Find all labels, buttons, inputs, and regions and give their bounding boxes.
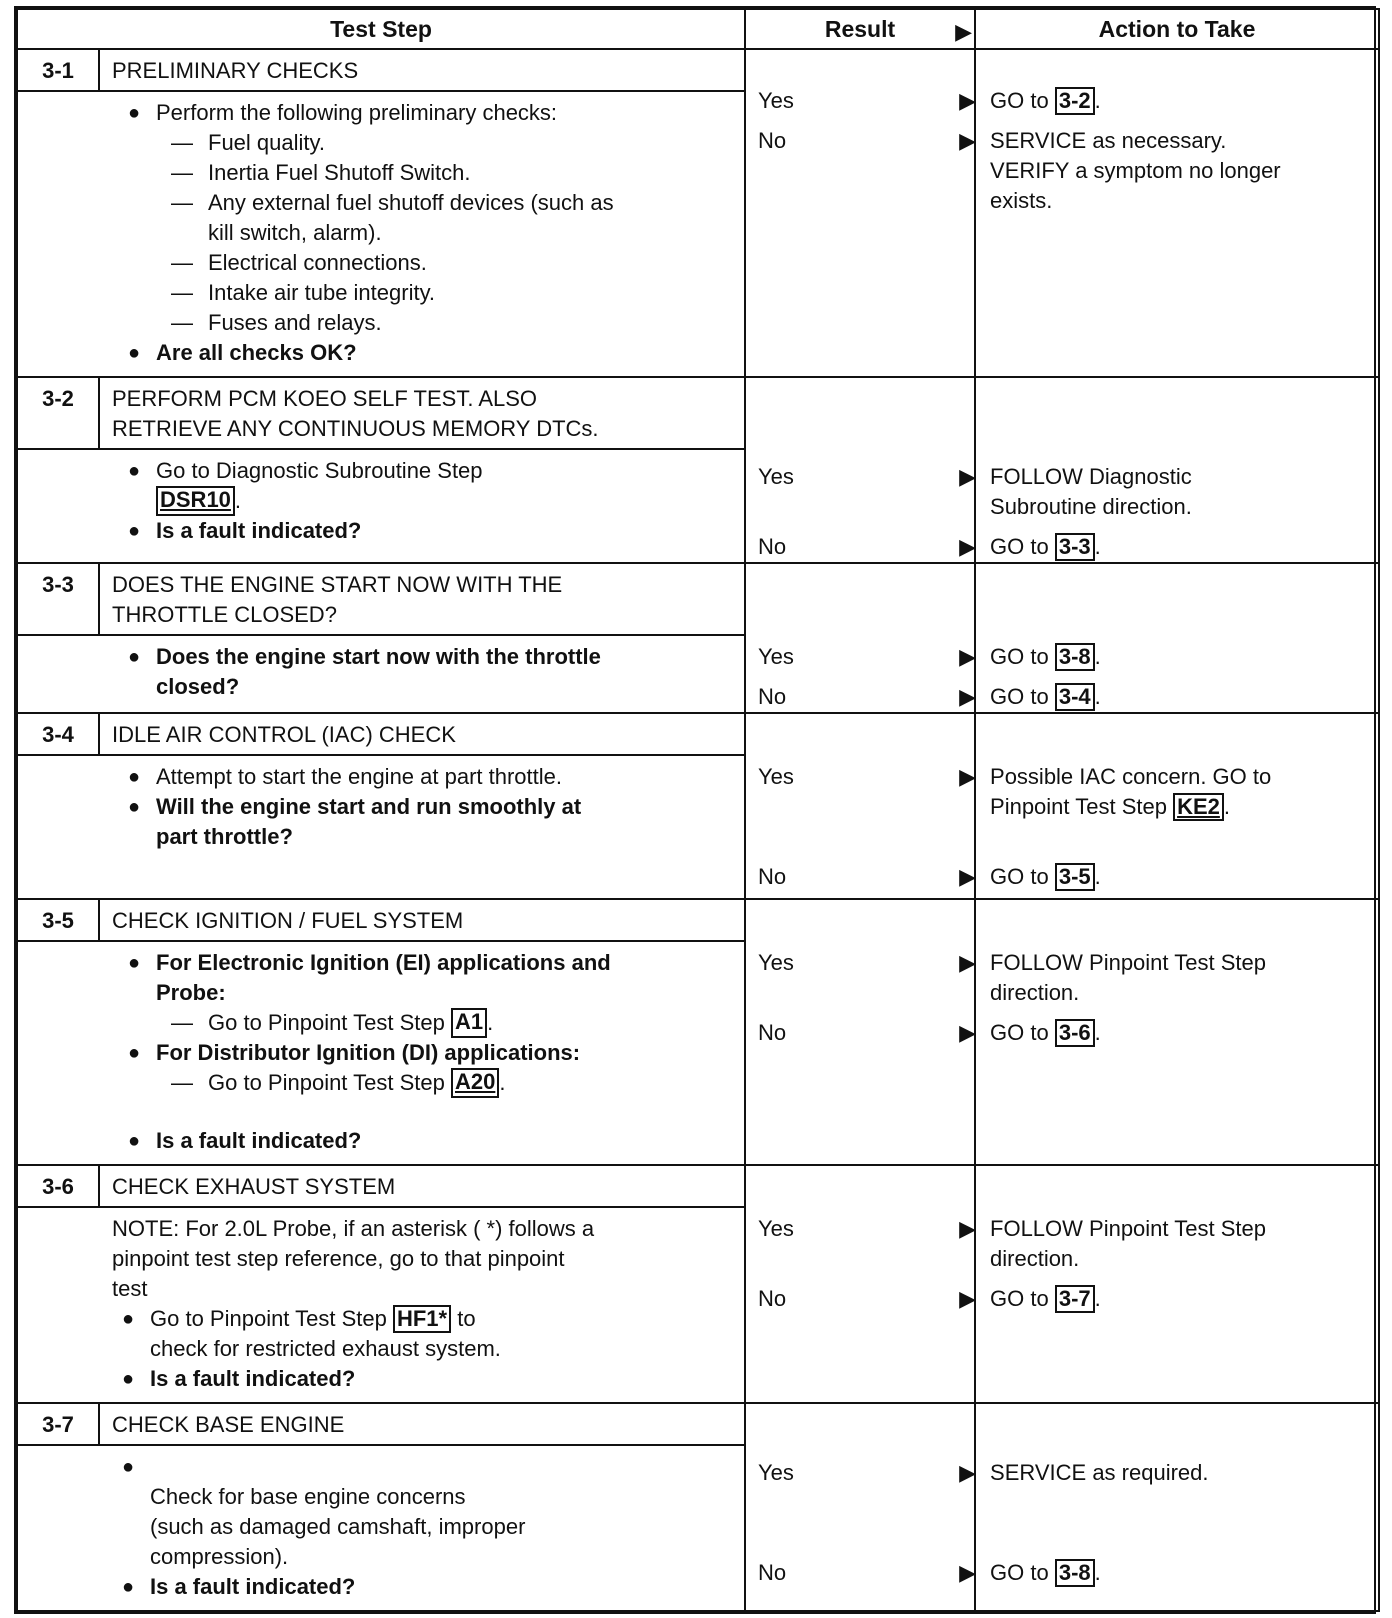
step-line: Electrical connections. [208,250,427,275]
action-yes-1: FOLLOW Pinpoint Test Step [990,1216,1266,1241]
step-ref-box[interactable]: KE2 [1173,793,1224,821]
dash-icon: — [171,1070,193,1095]
action-cell [975,1165,1379,1403]
action-no-1: SERVICE as necessary. [990,128,1227,153]
bullet-icon: ● [127,460,141,482]
arrow-icon: ▶ [959,1286,977,1311]
step-title: PRELIMINARY CHECKS [99,49,745,91]
step-ref-box[interactable]: 3-3 [1055,533,1095,561]
dash-icon: — [171,160,193,185]
step-question: Is a fault indicated? [150,1366,356,1391]
result-cell [745,1165,975,1403]
bullet-icon: ● [127,766,141,788]
bullet-icon: ● [127,952,141,974]
result-cell [745,713,975,899]
arrow-icon: ▶ [959,764,977,789]
step-question: Is a fault indicated? [150,1574,356,1599]
action-yes: GO to 3-8 . [990,644,1101,669]
step-line: Perform the following preliminary checks: [156,100,558,125]
step-number: 3-4 [17,713,99,755]
dash-icon: — [171,310,193,335]
result-cell [745,563,975,713]
step-ref-box[interactable]: HF1* [393,1305,451,1333]
action-yes-2: Subroutine direction. [990,494,1192,519]
header-action: Action to Take [975,9,1379,49]
arrow-icon: ▶ [959,1216,977,1241]
step-number: 3-6 [17,1165,99,1207]
step-title [99,563,745,635]
action-yes-1: Possible IAC concern. GO to [990,764,1272,789]
result-yes-label: Yes [758,950,794,975]
result-cell [745,1403,975,1611]
action-no-3: exists. [990,188,1053,213]
result-no-label: No [758,534,787,559]
step-title-line: PERFORM PCM KOEO SELF TEST. ALSO [112,386,538,411]
action-text: GO to [990,684,1049,709]
step-question: closed? [156,674,240,699]
step-title: CHECK BASE ENGINE [99,1403,745,1445]
action-no: GO to 3-5 . [990,864,1101,889]
bullet-icon: ● [127,342,141,364]
result-cell [745,899,975,1165]
result-yes [758,1214,977,1244]
step-ref-box[interactable]: A20 [451,1068,499,1098]
step-title-row [17,713,1379,755]
result-yes-label: Yes [758,88,794,113]
action-text: GO to [990,1286,1049,1311]
result-yes [758,762,977,792]
arrow-icon: ▶ [959,464,977,489]
step-question: Will the engine start and run smoothly at [156,794,582,819]
step-body [17,91,745,377]
step-title-row [17,1403,1379,1445]
result-yes-label: Yes [758,644,794,669]
step-title-row [17,377,1379,449]
step-line: Go to Pinpoint Test Step [208,1070,445,1095]
step-body [17,1207,745,1403]
step-title: CHECK EXHAUST SYSTEM [99,1165,745,1207]
action-yes-2: direction. [990,1246,1080,1271]
result-no-label: No [758,684,787,709]
step-title [99,377,745,449]
step-ref-box[interactable]: A1 [451,1008,487,1038]
step-line: check for restricted exhaust system. [150,1336,501,1361]
step-number: 3-1 [17,49,99,91]
bullet-icon: ● [127,796,141,818]
dash-icon: — [171,130,193,155]
arrow-icon: ▶ [959,1560,977,1585]
step-title-row [17,899,1379,941]
result-cell [745,49,975,377]
step-title-line: DOES THE ENGINE START NOW WITH THE [112,572,563,597]
step-line: to [457,1306,476,1331]
arrow-icon: ▶ [959,534,977,559]
result-no-label: No [758,128,787,153]
arrow-icon: ▶ [955,19,973,44]
action-text: GO to [990,88,1049,113]
step-title: IDLE AIR CONTROL (IAC) CHECK [99,713,745,755]
result-no-label: No [758,1560,787,1585]
step-line: Fuses and relays. [208,310,382,335]
action-yes-2: direction. [990,980,1080,1005]
bullet-icon: ● [121,1456,135,1478]
step-line: compression). [150,1544,289,1569]
action-cell [975,563,1379,713]
arrow-icon: ▶ [959,950,977,975]
step-line: Probe: [156,980,226,1005]
step-title-row [17,49,1379,91]
step-ref-box[interactable]: 3-8 [1055,1559,1095,1587]
step-line: kill switch, alarm). [208,220,382,245]
header-test-step: Test Step [17,9,745,49]
step-title-row [17,1165,1379,1207]
step-line: Go to Pinpoint Test Step [208,1010,445,1035]
result-yes [758,1458,977,1488]
arrow-icon: ▶ [959,1460,977,1485]
bullet-icon: ● [121,1308,135,1330]
action-yes: SERVICE as required. [990,1460,1209,1485]
step-ref-box[interactable]: 3-4 [1055,683,1095,711]
diagnostic-table-sheet [14,6,1376,1614]
bullet-icon: ● [127,102,141,124]
bullet-icon: ● [127,1042,141,1064]
result-yes [758,948,977,978]
header-result [745,9,975,49]
action-text: GO to [990,534,1049,559]
result-no [758,862,977,892]
step-line: Fuel quality. [208,130,325,155]
step-number: 3-3 [17,563,99,635]
action-cell [975,49,1379,377]
action-text: GO to [990,1020,1049,1045]
action-yes-1: FOLLOW Pinpoint Test Step [990,950,1266,975]
step-line: Intake air tube integrity. [208,280,436,305]
step-ref-box[interactable]: DSR10 [156,486,235,516]
dash-icon: — [171,250,193,275]
header-result-label: Result [824,16,896,42]
header-row [17,9,1379,49]
step-line: Attempt to start the engine at part throttle. [156,764,563,789]
step-body [17,635,745,713]
diagnostic-table [16,8,1380,1612]
action-yes-1: FOLLOW Diagnostic [990,464,1192,489]
step-line: Go to Diagnostic Subroutine Step [156,458,483,483]
bullet-icon: ● [121,1368,135,1390]
step-line: (such as damaged camshaft, improper [150,1514,526,1539]
action-yes-2: Pinpoint Test Step KE2 . [990,794,1230,819]
arrow-icon: ▶ [959,88,977,113]
result-no-label: No [758,864,787,889]
step-ref-box[interactable]: 3-6 [1055,1019,1095,1047]
action-no: GO to 3-6 . [990,1020,1101,1045]
result-no-label: No [758,1020,787,1045]
bullet-icon: ● [127,646,141,668]
step-ref-box[interactable]: 3-2 [1055,87,1095,115]
step-line: For Electronic Ignition (EI) applications and [156,950,611,975]
step-body [17,1445,745,1611]
note-line: test [112,1276,148,1301]
step-question: Are all checks OK? [156,340,357,365]
action-cell [975,1403,1379,1611]
bullet-icon: ● [127,1130,141,1152]
step-line: Any external fuel shutoff devices (such as [208,190,614,215]
result-yes [758,86,977,116]
action-no: GO to 3-7 . [990,1286,1101,1311]
step-title-line: THROTTLE CLOSED? [112,602,337,627]
note-line: pinpoint test step reference, go to that pinpoint [112,1246,565,1271]
step-title: CHECK IGNITION / FUEL SYSTEM [99,899,745,941]
step-question: Does the engine start now with the throttle [156,644,601,669]
action-text: GO to [990,644,1049,669]
note-line: NOTE: For 2.0L Probe, if an asterisk ( *) follows a [112,1216,595,1241]
result-yes-label: Yes [758,1460,794,1485]
step-title-row [17,563,1379,635]
step-number: 3-7 [17,1403,99,1445]
result-yes-label: Yes [758,464,794,489]
step-body [17,755,745,899]
step-question: part throttle? [156,824,293,849]
step-line: For Distributor Ignition (DI) applications: [156,1040,581,1065]
action-no: GO to 3-8 . [990,1560,1101,1585]
step-number: 3-2 [17,377,99,449]
arrow-icon: ▶ [959,128,977,153]
action-text: Pinpoint Test Step [990,794,1167,819]
arrow-icon: ▶ [959,684,977,709]
step-title-line: RETRIEVE ANY CONTINUOUS MEMORY DTCs. [112,416,599,441]
bullet-icon: ● [121,1576,135,1598]
step-line: Go to Pinpoint Test Step [150,1306,387,1331]
action-no: GO to 3-3 . [990,534,1101,559]
step-body: ● For Electronic Ignition (EI) applications and Probe: — Go to Pinpoint Test Step A1 . ● For Distributor Ignition (DI) applications: — Go to Pinpoint Test Step A20 . ● Is a fault indicated? [17,941,745,1165]
result-no-label: No [758,1286,787,1311]
step-ref-box[interactable]: 3-5 [1055,863,1095,891]
dash-icon: — [171,1010,193,1035]
action-cell [975,899,1379,1165]
result-no [758,682,977,712]
dash-icon: — [171,280,193,305]
step-line: Inertia Fuel Shutoff Switch. [208,160,471,185]
action-no: GO to 3-4 . [990,684,1101,709]
bullet-icon: ● [127,520,141,542]
result-no [758,532,977,562]
step-ref-box[interactable]: 3-7 [1055,1285,1095,1313]
step-number: 3-5 [17,899,99,941]
result-yes-label: Yes [758,764,794,789]
action-text: GO to [990,1560,1049,1585]
result-no [758,1284,977,1314]
step-question: Is a fault indicated? [156,1128,362,1153]
arrow-icon: ▶ [959,1020,977,1045]
dash-icon: — [171,190,193,215]
action-cell [975,377,1379,563]
step-body: ● Go to Diagnostic Subroutine Step DSR10 . ● Is a fault indicated? [17,449,745,563]
step-ref-box[interactable]: 3-8 [1055,643,1095,671]
result-no [758,1018,977,1048]
result-yes [758,642,977,672]
action-yes: GO to 3-2 . [990,88,1101,113]
result-no [758,126,977,156]
arrow-icon: ▶ [959,864,977,889]
result-cell [745,377,975,563]
step-question: Is a fault indicated? [156,518,362,543]
action-cell [975,713,1379,899]
action-text: GO to [990,864,1049,889]
arrow-icon: ▶ [959,644,977,669]
result-no [758,1558,977,1588]
step-line: Check for base engine concerns [150,1484,466,1509]
result-yes-label: Yes [758,1216,794,1241]
action-no-2: VERIFY a symptom no longer [990,158,1281,183]
result-yes [758,462,977,492]
